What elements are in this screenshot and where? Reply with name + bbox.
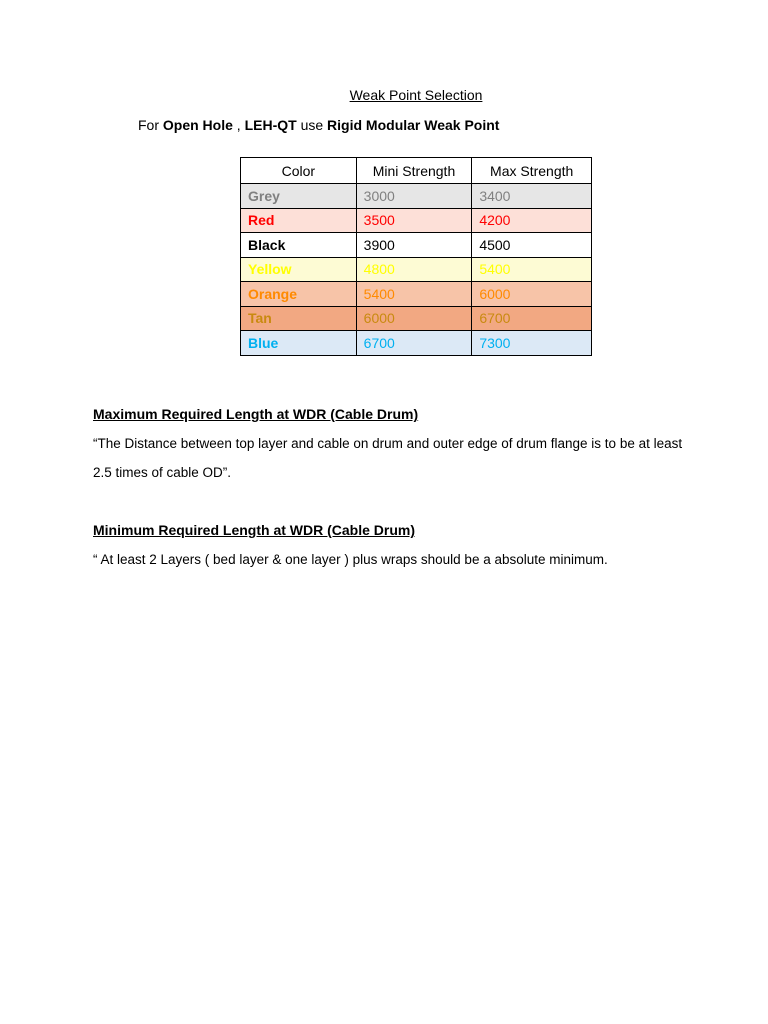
row-min-strength: 4800: [356, 257, 472, 282]
section-max-heading: Maximum Required Length at WDR (Cable Drum): [93, 406, 419, 422]
table-row: [241, 208, 592, 233]
section-min-heading: Minimum Required Length at WDR (Cable Drum): [93, 522, 415, 538]
row-min-strength: 3500: [356, 208, 472, 233]
weak-point-table: [240, 157, 592, 356]
row-max-strength: 4500: [472, 233, 592, 258]
row-max-strength: 6000: [472, 282, 592, 307]
table-row: [241, 306, 592, 331]
page-title: Weak Point Selection: [349, 87, 483, 103]
table-row: [241, 282, 592, 307]
table-row: [241, 257, 592, 282]
row-color-name: Tan: [241, 306, 357, 331]
subtitle-leh-qt: LEH-QT: [244, 117, 297, 133]
row-max-strength: 5400: [472, 257, 592, 282]
section-min-line1: “ At least 2 Layers ( bed layer & one layer ) plus wraps should be a absolute minimum.: [93, 552, 608, 567]
header-mini-strength: Mini Strength: [356, 158, 472, 184]
row-min-strength: 6700: [356, 331, 472, 356]
subtitle: [138, 117, 499, 133]
subtitle-sep: ,: [232, 117, 245, 133]
subtitle-open-hole: Open Hole: [162, 117, 233, 133]
row-color-name: Blue: [241, 331, 357, 356]
table-row: [241, 331, 592, 356]
row-min-strength: 5400: [356, 282, 472, 307]
row-max-strength: 7300: [472, 331, 592, 356]
row-color-name: Black: [241, 233, 357, 258]
subtitle-mid: use: [296, 117, 328, 133]
row-color-name: Red: [241, 208, 357, 233]
row-color-name: Orange: [241, 282, 357, 307]
row-min-strength: 6000: [356, 306, 472, 331]
row-min-strength: 3900: [356, 233, 472, 258]
table-row: [241, 233, 592, 258]
subtitle-weak-point: Rigid Modular Weak Point: [327, 117, 500, 133]
header-max-strength: Max Strength: [472, 158, 592, 184]
header-color: Color: [241, 158, 357, 184]
section-max-line2: 2.5 times of cable OD”.: [93, 465, 232, 480]
row-max-strength: 4200: [472, 208, 592, 233]
table-row: [241, 184, 592, 209]
table-header-row: [241, 158, 592, 184]
section-max-line1: “The Distance between top layer and cable on drum and outer edge of drum flange is to be at least: [93, 436, 683, 451]
row-max-strength: 6700: [472, 306, 592, 331]
subtitle-prefix: For: [138, 117, 163, 133]
row-color-name: Grey: [241, 184, 357, 209]
row-max-strength: 3400: [472, 184, 592, 209]
row-min-strength: 3000: [356, 184, 472, 209]
row-color-name: Yellow: [241, 257, 357, 282]
